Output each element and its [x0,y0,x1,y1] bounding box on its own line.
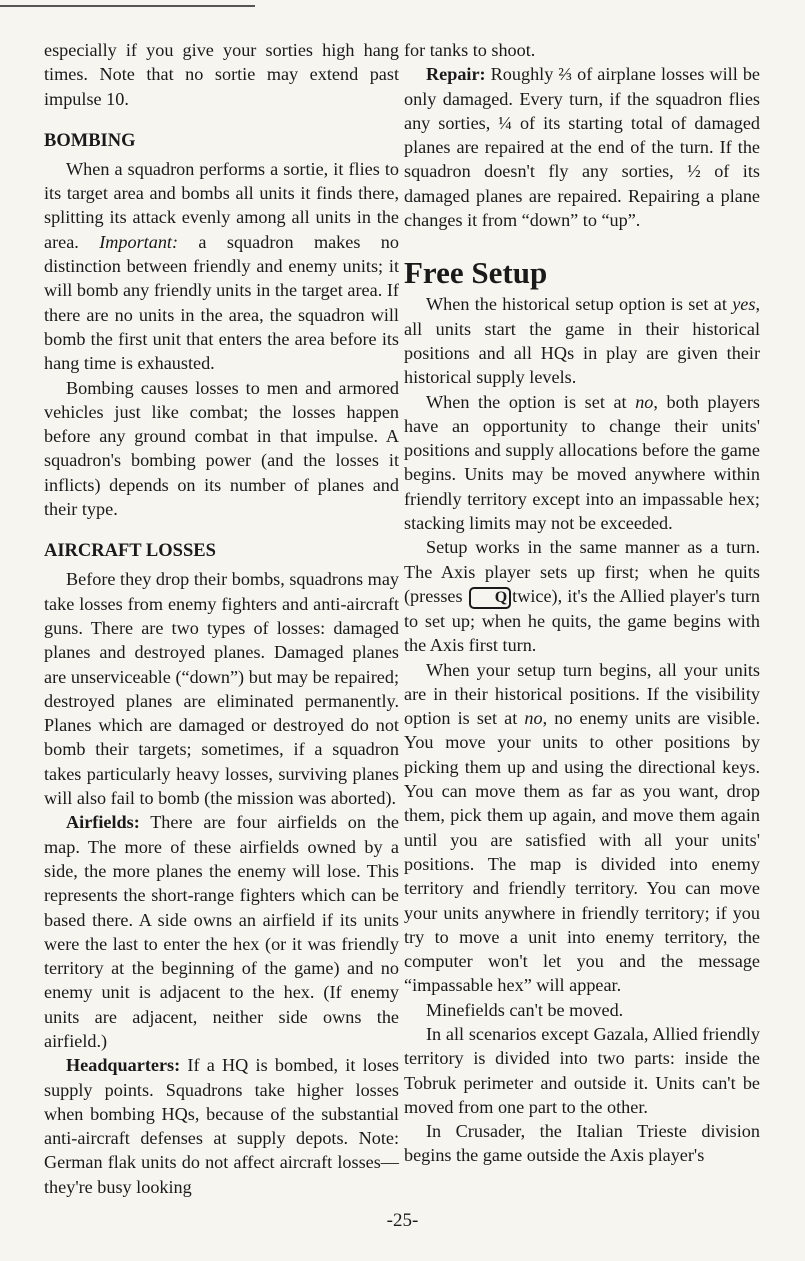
text: , no enemy units are visible. You move your units to other positions by picking them up and using the directional keys. You can move them as far as you want, drop them, pick them up again, and move them again until you are satisfied with all your units' positions. The map is divided into enemy territory and friendly territory. You can move your units anywhere in friendly territory; if you try to move a unit into enemy territory, the computer won't let you and the message “impassable hex” will appear. [404,708,760,996]
term-label: Headquarters: [66,1055,181,1076]
top-rule [0,5,255,7]
paragraph: for tanks to shoot. [404,40,536,60]
emphasis: no [635,391,654,412]
paragraph [44,810,399,1053]
section-heading-aircraft-losses: AIRCRAFT LOSSES [44,541,216,562]
text: When the historical setup option is set at [426,294,733,315]
paragraph [404,390,760,536]
paragraph [404,62,760,232]
paragraph: Bombing causes losses to men and armored vehicles just like combat; the losses happen before any ground combat in that impulse. A squadron's bombing power (and the losses it inflicts) depends on its number of planes and their type. [44,377,399,520]
paragraph [44,157,399,376]
text: When the option is set at [426,391,636,412]
term-label: Airfields: [66,812,140,833]
text: Setup works in the same manner as a turn. The Axis player sets up first; when he quits (presses [404,537,760,606]
emphasis: yes [732,294,756,315]
q-key-icon: Q [469,587,511,609]
text: twice), it's the Allied player's turn to set up; when he quits, the game begins with the Axis first turn. [404,585,760,656]
paragraph [44,1053,399,1199]
text: When your setup turn begins, all your units are in their historical positions. If the visibility option is set at [404,659,760,729]
text: If a HQ is bombed, it loses supply points. Squadrons take higher losses when bombing HQs, because of the substantial anti-aircraft defenses at supply depots. Note: German flak units do not affect aircraft losses—they're busy looking [44,1055,399,1197]
paragraph: In Crusader, the Italian Trieste division begins the game outside the Axis player's [404,1121,760,1166]
section-heading-free-setup: Free Setup [404,255,548,291]
text: Roughly ⅔ of airplane losses will be only damaged. Every turn, if the squadron flies any sorties, ¼ of its starting total of damaged planes are repaired at the end of the turn. If the squadron doesn't fly any sorties, ½ of its damaged planes are repaired. Repairing a plane changes it from “down” to “up”. [404,64,760,231]
text: There are four airfields on the map. The more of these airfields owned by a side, the more planes the enemy will lose. This represents the short-range fighters which can be based there. A side owns an airfield if its units were the last to enter the hex (or it was friendly territory at the beginning of the game) and no enemy unit is adjacent to the hex. (If enemy units are adjacent, neither side owns the airfield.) [44,812,399,1051]
section-heading-bombing: BOMBING [44,130,136,151]
paragraph: Before they drop their bombs, squadrons may take losses from enemy fighters and anti-aircraft guns. There are two types of losses: damaged planes and destroyed planes. Damaged planes are unserviceable (“down”) but may be repaired; destroyed planes are eliminated permanently. Planes which are damaged or destroyed do not bomb their targets; sometimes, if a squadron takes particularly heavy losses, surviving planes will also fail to bomb (the mission was aborted). [44,569,399,809]
text: a squadron makes no distinction between friendly and enemy units; it will bomb any friendly units in the target area. If there are no units in the area, the squadron will bomb the first unit that enters the area before its hang time is exhausted. [44,231,399,374]
paragraph [404,535,760,657]
text: , both players have an opportunity to change their units' positions and supply allocations before the game begins. Units may be moved anywhere within friendly territory except into an impassable hex; stacking limits may not be exceeded. [404,391,760,534]
left-column [44,38,399,1199]
text: When a squadron performs a sortie, it flies to its target area and bombs all units it finds there, splitting its attack evenly among all units in the area. [44,158,399,252]
page-number: -25- [386,1210,419,1231]
term-label: Repair: [426,64,486,85]
paragraph [404,292,760,389]
text: , all units start the game in their historical positions and all HQs in play are given their historical supply levels. [404,294,760,388]
paragraph: In all scenarios except Gazala, Allied friendly territory is divided into two parts: inside the Tobruk perimeter and outside it. Units can't be moved from one part to the other. [404,1023,760,1117]
paragraph [404,658,760,998]
paragraph: Minefields can't be moved. [426,999,624,1020]
paragraph: especially if you give your sorties high hang times. Note that no sortie may extend past impulse 10. [44,40,399,109]
right-column [404,38,760,1168]
emphasis: Important: [99,231,179,252]
emphasis: no [524,708,543,729]
